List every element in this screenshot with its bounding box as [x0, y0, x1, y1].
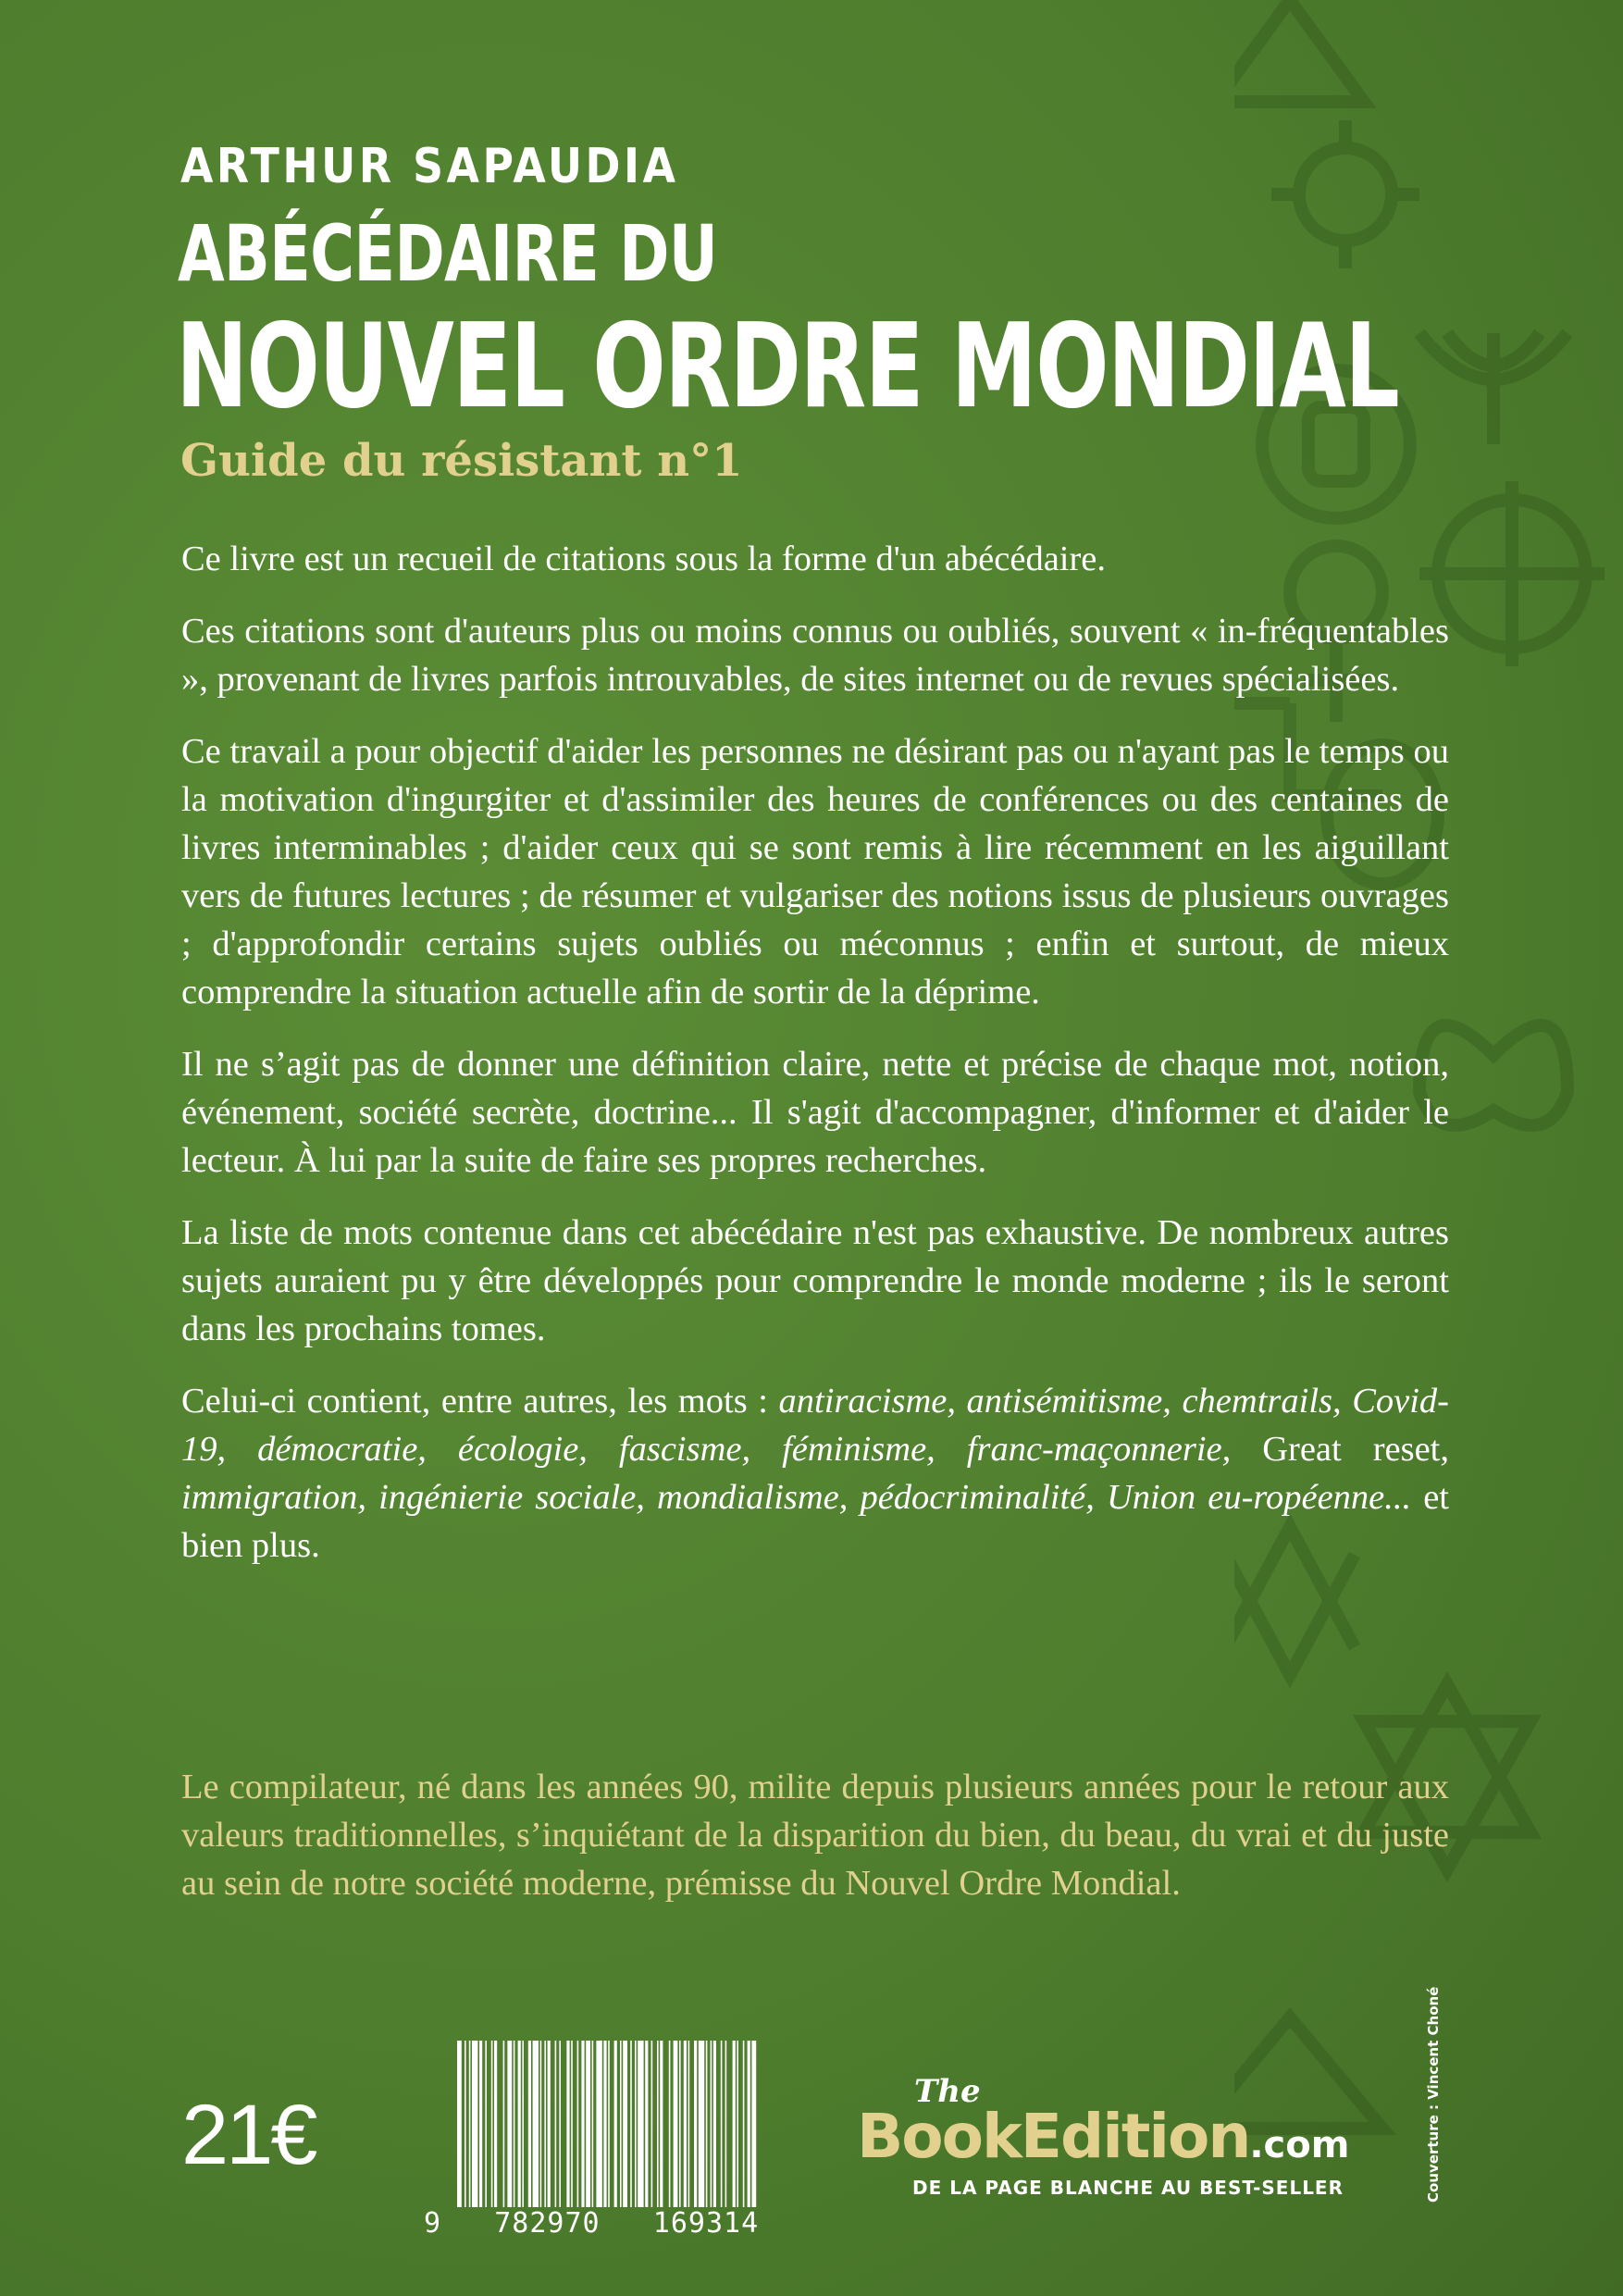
barcode-bar	[548, 2041, 551, 2207]
barcode-bar	[592, 2041, 594, 2207]
blurb-paragraph-6	[181, 1377, 1449, 1570]
barcode-bar	[518, 2041, 521, 2207]
barcode-bar	[638, 2041, 643, 2207]
author-bio: Le compilateur, né dans les années 90, milite depuis plusieurs années pour le retour aux valeurs traditionnelles, s’inquiétant de la disparition du bien, du beau, du vrai et du juste au sein de notre société moderne, prémisse du Nouvel Ordre Mondial.	[181, 1768, 1449, 1903]
barcode-bar	[555, 2041, 557, 2207]
barcode-bar	[603, 2041, 606, 2207]
barcode-bar	[469, 2041, 471, 2207]
barcode-bar	[485, 2041, 487, 2207]
blurb-paragraph-5: La liste de mots contenue dans cet abécédaire n'est pas exhaustive. De nombreux autres sujets auraient pu y être développés pour comprendre le monde moderne ; ils le seront dans les prochains tomes.	[181, 1213, 1449, 1348]
keywords-intro: Celui-ci contient, entre autres, les mots :	[181, 1382, 779, 1421]
virus-icon	[1271, 120, 1419, 268]
keywords-italic-2: immigration, ingénierie sociale, mondialisme, pédocriminalité, Union eu-ropéenne...	[181, 1478, 1412, 1517]
publisher-domain: .com	[1249, 2124, 1350, 2166]
barcode-bar	[514, 2041, 515, 2207]
barcode-bar	[544, 2041, 546, 2207]
barcode-digits: 9 782970 169314	[424, 2207, 760, 2240]
barcode-bar	[623, 2041, 627, 2207]
barcode-bar	[491, 2041, 493, 2207]
keywords-plain: Great reset,	[1231, 1430, 1449, 1469]
barcode-bar	[559, 2041, 561, 2207]
barcode-bar	[721, 2041, 723, 2207]
barcode-bar	[706, 2041, 708, 2207]
publisher-logo-the: The	[914, 2073, 981, 2110]
blurb-paragraph-4: Il ne s’agit pas de donner une définition claire, nette et précise de chaque mot, notion, événement, société secrète, doctrine... Il s'agit d'accompagner, d'informer et d'aider le lecteur. À lui par la suite de faire ses propres recherches.	[181, 1045, 1449, 1180]
barcode-bar	[635, 2041, 637, 2207]
barcode-bar	[596, 2041, 601, 2207]
price-label: 21€	[181, 2088, 316, 2182]
barcode-bar	[566, 2041, 569, 2207]
barcode-bar	[494, 2041, 497, 2207]
barcode-bar	[528, 2041, 531, 2207]
barcode-bar	[465, 2041, 466, 2207]
barcode-bar	[608, 2041, 610, 2207]
barcode-bar	[684, 2041, 687, 2207]
keywords-italic-1: antiracisme, antisémitisme, chemtrails, Covid-19, démocratie, écologie, fascisme, féminisme, franc-maçonnerie,	[181, 1382, 1449, 1469]
barcode-bar	[733, 2041, 736, 2207]
keywords-end: et bien plus.	[181, 1478, 1449, 1565]
barcode-bar	[651, 2041, 653, 2207]
barcode-bar	[472, 2041, 477, 2207]
blurb-text	[181, 535, 1449, 1594]
barcode-bar	[751, 2041, 756, 2207]
barcode-bar	[660, 2041, 663, 2207]
barcode-bar	[540, 2041, 542, 2207]
blurb-paragraph-1: Ce livre est un recueil de citations sous la forme d'un abécédaire.	[181, 540, 1107, 578]
barcode-bars	[457, 2041, 757, 2207]
barcode-bar	[657, 2041, 659, 2207]
barcode-bar	[586, 2041, 590, 2207]
barcode-bar	[457, 2041, 462, 2207]
book-subtitle: Guide du résistant n°1	[180, 435, 743, 487]
blurb-paragraph-2: Ces citations sont d'auteurs plus ou moins connus ou oubliés, souvent « in-fréquentables », provenant de livres parfois introuvables, de sites internet ou de revues spécialisées.	[181, 612, 1449, 699]
barcode-bar	[614, 2041, 617, 2207]
barcode-bar	[737, 2041, 738, 2207]
blurb-paragraph-3: Ce travail a pour objectif d'aider les personnes ne désirant pas ou n'ayant pas le temps ou la motivation d'ingurgiter et d'assimiler des heures de conférences ou des centaines de livres interminables ; d'aider ceux qui se sont remis à lire récemment en les aiguillant vers de futures lectures ; de résumer et vulgariser des notions issus de plusieurs ouvrages ; d'approfondir certains sujets oubliés ou méconnus ; enfin et surtout, de mieux comprendre la situation actuelle afin de sortir de la déprime.	[181, 732, 1449, 1011]
barcode-bar	[479, 2041, 482, 2207]
publisher-tagline: DE LA PAGE BLANCHE AU BEST-SELLER	[912, 2177, 1344, 2199]
barcode-bar	[507, 2041, 512, 2207]
barcode-bar	[577, 2041, 579, 2207]
barcode-bar	[688, 2041, 690, 2207]
isbn-barcode	[424, 2041, 761, 2246]
barcode-bar	[571, 2041, 573, 2207]
publisher-logo	[857, 2073, 1357, 2203]
menorah-icon	[1419, 333, 1567, 444]
triangle-symbol-icon	[1234, 0, 1364, 102]
barcode-bar	[669, 2041, 671, 2207]
barcode-bar	[713, 2041, 716, 2207]
barcode-bar	[630, 2041, 632, 2207]
barcode-bar	[645, 2041, 648, 2207]
barcode-bar	[522, 2041, 524, 2207]
book-title-line-1: ABÉCÉDAIRE DU	[178, 208, 718, 299]
barcode-bar	[743, 2041, 745, 2207]
barcode-bar	[679, 2041, 681, 2207]
barcode-bar	[503, 2041, 505, 2207]
publisher-name: BookEdition	[857, 2101, 1250, 2172]
barcode-bar	[533, 2041, 539, 2207]
barcode-bar	[711, 2041, 712, 2207]
barcode-bar	[748, 2041, 750, 2207]
barcode-bar	[725, 2041, 727, 2207]
book-title-line-2: NOUVEL ORDRE MONDIAL	[176, 298, 1399, 434]
barcode-bar	[581, 2041, 584, 2207]
publisher-logo-name	[857, 2101, 1349, 2172]
barcode-bar	[694, 2041, 697, 2207]
cover-credit: Couverture : Vincent Choné	[1425, 1986, 1442, 2203]
barcode-bar	[674, 2041, 678, 2207]
barcode-bar	[620, 2041, 622, 2207]
barcode-bar	[699, 2041, 704, 2207]
author-name: ARTHUR SAPAUDIA	[180, 139, 679, 194]
